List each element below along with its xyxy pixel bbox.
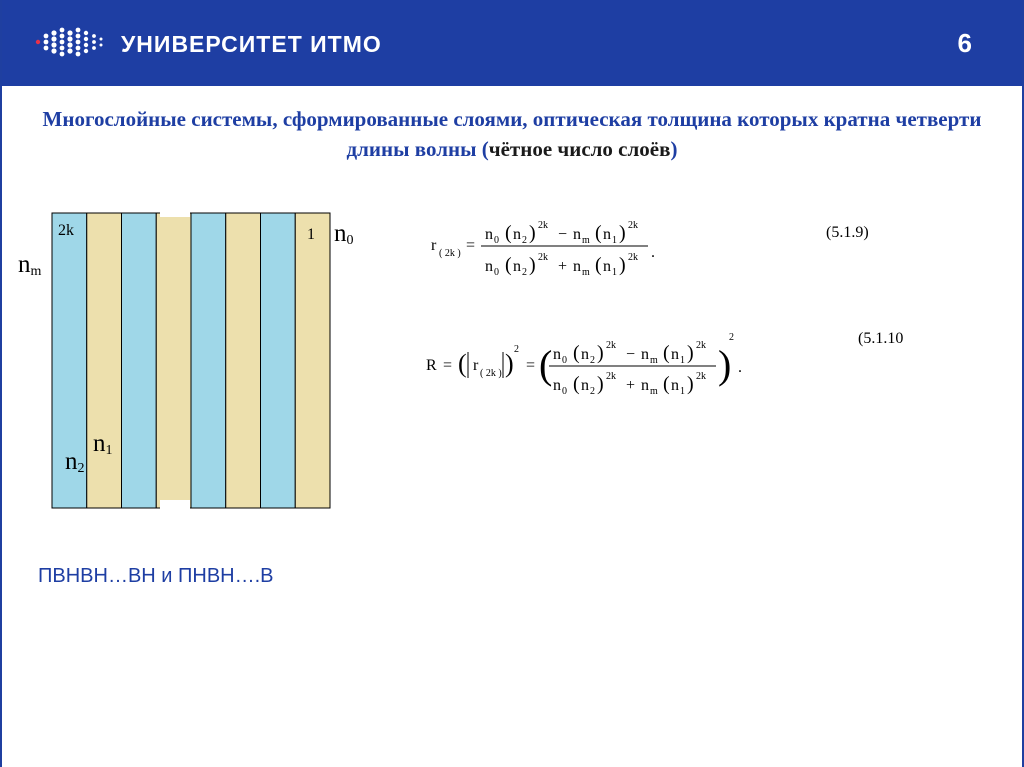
svg-text:(: ( bbox=[595, 254, 602, 276]
svg-text:n: n bbox=[603, 258, 611, 275]
page-number: 6 bbox=[957, 28, 972, 58]
svg-text:(: ( bbox=[595, 222, 602, 244]
title-part2: чётное число слоёв bbox=[488, 137, 671, 161]
svg-text:n: n bbox=[641, 346, 649, 363]
svg-text:n: n bbox=[485, 258, 493, 275]
svg-text:): ) bbox=[597, 342, 604, 364]
svg-text:): ) bbox=[687, 373, 694, 395]
svg-text:2k: 2k bbox=[606, 340, 616, 351]
svg-text:n: n bbox=[485, 226, 493, 243]
label-layer-2k: 2k bbox=[58, 222, 74, 239]
svg-text:2k: 2k bbox=[538, 252, 548, 263]
svg-text:n: n bbox=[553, 377, 561, 394]
svg-text:): ) bbox=[619, 222, 626, 244]
svg-text:(: ( bbox=[663, 342, 670, 364]
svg-text:m: m bbox=[650, 386, 658, 397]
svg-text:0: 0 bbox=[494, 235, 499, 246]
svg-text:(: ( bbox=[505, 254, 512, 276]
svg-text:(: ( bbox=[458, 349, 467, 378]
svg-text:n: n bbox=[553, 346, 561, 363]
svg-text:n: n bbox=[513, 258, 521, 275]
svg-text:2k: 2k bbox=[696, 340, 706, 351]
label-layer-1: 1 bbox=[307, 226, 315, 243]
svg-text:2k: 2k bbox=[628, 220, 638, 231]
svg-text:): ) bbox=[687, 342, 694, 364]
svg-text:2k: 2k bbox=[628, 252, 638, 263]
svg-text:n: n bbox=[581, 377, 589, 394]
svg-text:=: = bbox=[526, 357, 536, 374]
svg-text:n: n bbox=[603, 226, 611, 243]
svg-text:n: n bbox=[513, 226, 521, 243]
svg-text:n: n bbox=[573, 226, 581, 243]
svg-text:2k: 2k bbox=[606, 371, 616, 382]
svg-text:( 2k ): ( 2k ) bbox=[480, 368, 502, 379]
svg-text:+: + bbox=[558, 258, 568, 275]
equation-number-5-1-10: (5.1.10 bbox=[858, 330, 904, 347]
svg-text:2: 2 bbox=[590, 386, 595, 397]
svg-text:2k: 2k bbox=[696, 371, 706, 382]
svg-text:1: 1 bbox=[612, 235, 617, 246]
svg-text:(: ( bbox=[573, 373, 580, 395]
svg-text:=: = bbox=[443, 357, 453, 374]
svg-text:.: . bbox=[738, 359, 742, 376]
svg-text:(: ( bbox=[539, 342, 553, 387]
svg-text:r: r bbox=[431, 237, 437, 254]
svg-text:0: 0 bbox=[562, 386, 567, 397]
university-name: УНИВЕРСИТЕТ ИТМО bbox=[121, 31, 382, 57]
layer-sequence-text: ПВНВН…ВН и ПНВН….В bbox=[38, 565, 274, 587]
svg-text:m: m bbox=[582, 235, 590, 246]
svg-text:−: − bbox=[626, 346, 636, 363]
svg-text:): ) bbox=[529, 254, 536, 276]
svg-text:2k: 2k bbox=[538, 220, 548, 231]
svg-text:0: 0 bbox=[494, 267, 499, 278]
svg-text:2: 2 bbox=[522, 267, 527, 278]
svg-text:(: ( bbox=[505, 222, 512, 244]
svg-text:2: 2 bbox=[522, 235, 527, 246]
svg-text:(: ( bbox=[573, 342, 580, 364]
symbol-nm: $n_m$ bbox=[18, 251, 42, 279]
svg-text:): ) bbox=[718, 342, 732, 387]
svg-text:2: 2 bbox=[590, 355, 595, 366]
symbol-n0: $n_0$ bbox=[334, 220, 354, 248]
svg-text:+: + bbox=[626, 377, 636, 394]
svg-text:0: 0 bbox=[562, 355, 567, 366]
svg-text:−: − bbox=[558, 226, 568, 243]
title-part1: Многослойные системы, сформированные слоями, оптическая толщина которых кратна четверти длины волны ( bbox=[42, 107, 982, 161]
svg-text:): ) bbox=[619, 254, 626, 276]
svg-text:): ) bbox=[505, 349, 514, 378]
svg-text:r: r bbox=[473, 357, 479, 374]
svg-text:m: m bbox=[650, 355, 658, 366]
symbol-n1: $n_1$ bbox=[93, 430, 113, 458]
svg-text:R: R bbox=[426, 357, 437, 374]
svg-text:2: 2 bbox=[729, 332, 734, 343]
svg-text:1: 1 bbox=[612, 267, 617, 278]
svg-text:2: 2 bbox=[514, 344, 519, 355]
title-part3: ) bbox=[670, 137, 678, 161]
svg-text:): ) bbox=[597, 373, 604, 395]
symbol-n2: $n_2$ bbox=[65, 448, 85, 476]
svg-text:): ) bbox=[529, 222, 536, 244]
svg-text:=: = bbox=[466, 237, 476, 254]
svg-text:1: 1 bbox=[680, 386, 685, 397]
svg-text:n: n bbox=[671, 377, 679, 394]
svg-text:.: . bbox=[651, 244, 655, 261]
svg-text:m: m bbox=[582, 267, 590, 278]
svg-text:1: 1 bbox=[680, 355, 685, 366]
svg-text:n: n bbox=[671, 346, 679, 363]
svg-text:n: n bbox=[641, 377, 649, 394]
svg-text:n: n bbox=[573, 258, 581, 275]
equation-number-5-1-9: (5.1.9) bbox=[826, 224, 869, 241]
svg-text:(: ( bbox=[663, 373, 670, 395]
svg-text:n: n bbox=[581, 346, 589, 363]
svg-text:( 2k ): ( 2k ) bbox=[439, 248, 461, 259]
